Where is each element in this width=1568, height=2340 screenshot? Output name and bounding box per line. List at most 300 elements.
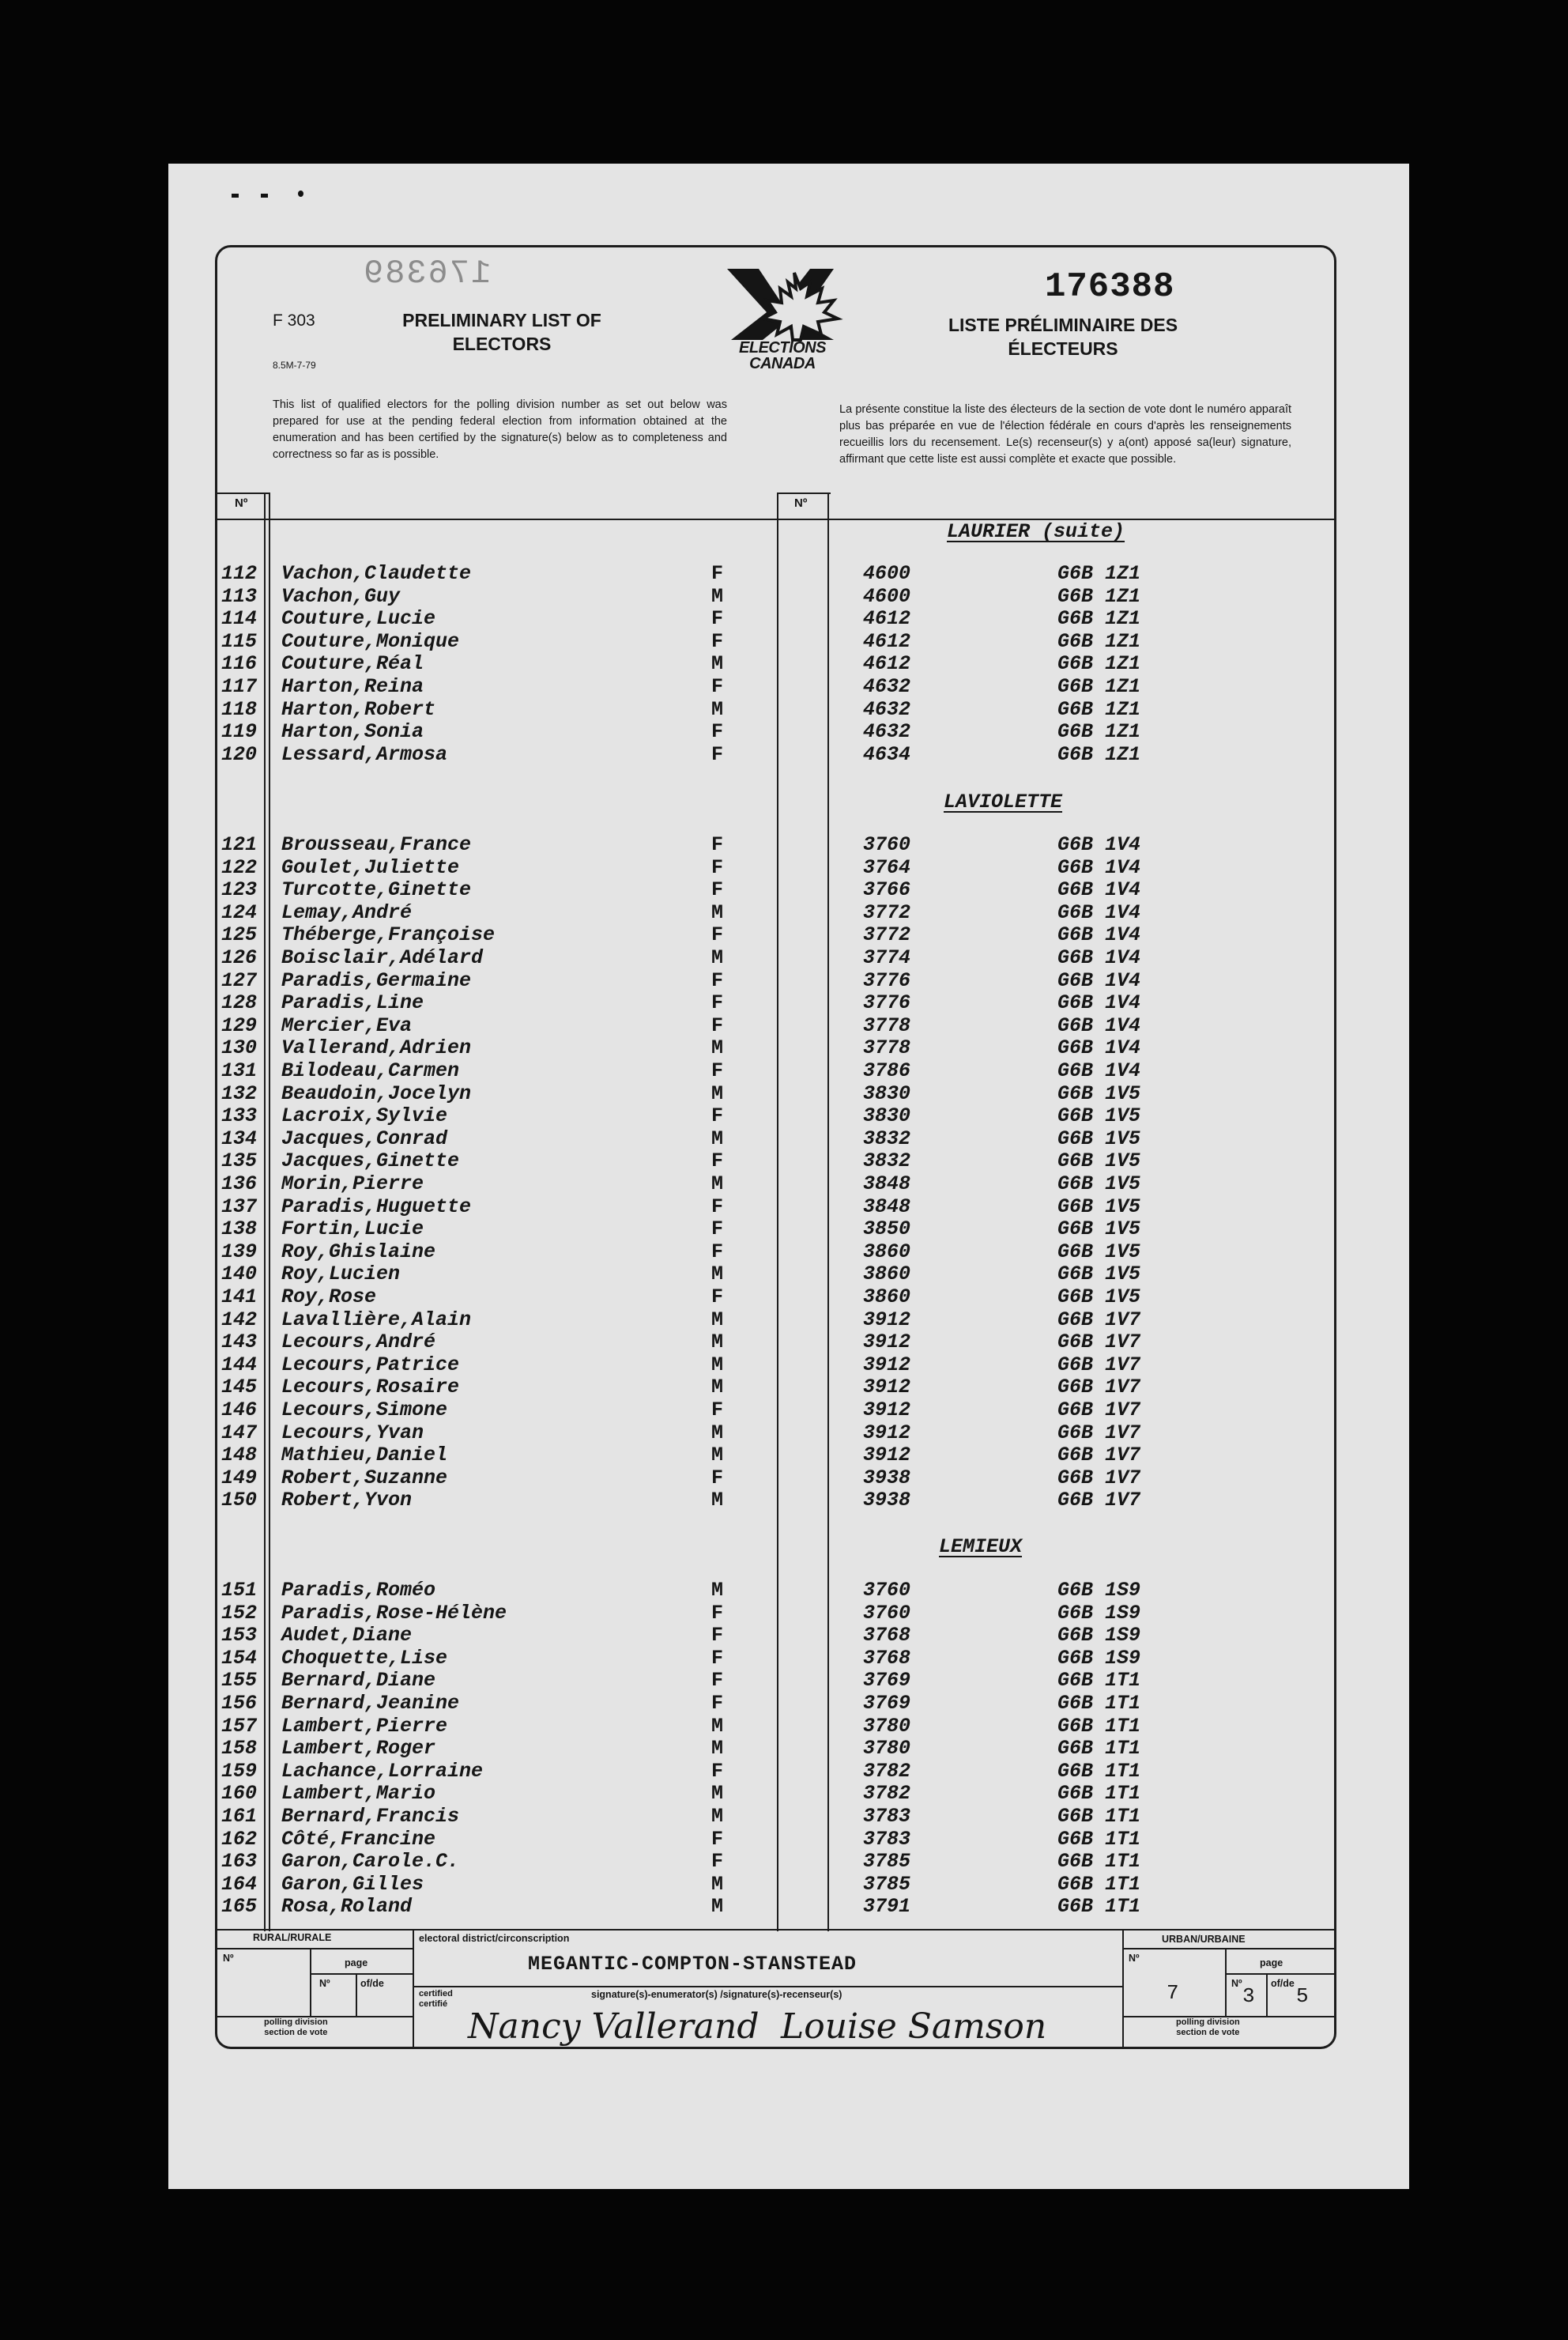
elector-sex: M bbox=[711, 1127, 724, 1150]
elector-number: 121 bbox=[221, 833, 258, 856]
elector-postal-code: G6B 1V5 bbox=[1057, 1217, 1141, 1241]
elector-postal-code: G6B 1V7 bbox=[1057, 1353, 1141, 1376]
elector-civic-number: 3760 bbox=[863, 1579, 911, 1602]
elector-row bbox=[0, 902, 1568, 924]
elector-number: 127 bbox=[221, 968, 258, 992]
elector-name: Couture,Monique bbox=[281, 629, 460, 653]
elector-name: Côté,Francine bbox=[281, 1827, 436, 1851]
elector-row bbox=[0, 1196, 1568, 1218]
elector-civic-number: 3860 bbox=[863, 1285, 911, 1308]
rural-polling-line1: polling division bbox=[264, 2017, 328, 2027]
elector-sex: M bbox=[711, 1376, 724, 1399]
elector-sex: F bbox=[711, 1285, 724, 1308]
elector-civic-number: 3778 bbox=[863, 1013, 911, 1037]
elector-postal-code: G6B 1V5 bbox=[1057, 1240, 1141, 1263]
elector-postal-code: G6B 1Z1 bbox=[1057, 629, 1141, 653]
elector-civic-number: 3791 bbox=[863, 1895, 911, 1919]
elector-civic-number: 4632 bbox=[863, 697, 911, 721]
elector-number: 146 bbox=[221, 1398, 258, 1421]
elector-row bbox=[0, 653, 1568, 675]
elector-number: 113 bbox=[221, 584, 258, 608]
elector-civic-number: 3776 bbox=[863, 991, 911, 1015]
elector-number: 112 bbox=[221, 562, 258, 585]
elector-name: Turcotte,Ginette bbox=[281, 878, 472, 902]
elector-row bbox=[0, 1173, 1568, 1195]
elector-civic-number: 3774 bbox=[863, 946, 911, 969]
elector-sex: M bbox=[711, 1172, 724, 1195]
signature-enumerator-2: Louise Samson bbox=[781, 2006, 1047, 2047]
elector-name: Lambert,Pierre bbox=[281, 1714, 448, 1738]
elector-name: Morin,Pierre bbox=[281, 1172, 424, 1195]
elector-sex: F bbox=[711, 720, 724, 744]
elector-sex: F bbox=[711, 1104, 724, 1128]
elector-name: Brousseau,France bbox=[281, 833, 472, 856]
elector-civic-number: 3782 bbox=[863, 1782, 911, 1806]
elector-number: 138 bbox=[221, 1217, 258, 1241]
elector-row bbox=[0, 1874, 1568, 1896]
rural-label: RURAL/RURALE bbox=[253, 1932, 332, 1943]
footer-rule bbox=[356, 1973, 357, 2016]
urban-page-label: page bbox=[1260, 1957, 1283, 1968]
elector-name: Mathieu,Daniel bbox=[281, 1444, 448, 1467]
elector-name: Roy,Rose bbox=[281, 1285, 377, 1308]
elector-postal-code: G6B 1S9 bbox=[1057, 1646, 1141, 1670]
elector-sex: M bbox=[711, 1081, 724, 1105]
elector-name: Lecours,Yvan bbox=[281, 1421, 424, 1444]
elector-name: Lacroix,Sylvie bbox=[281, 1104, 448, 1128]
elector-sex: M bbox=[711, 1444, 724, 1467]
elector-name: Paradis,Germaine bbox=[281, 968, 472, 992]
elector-civic-number: 3780 bbox=[863, 1737, 911, 1761]
elector-postal-code: G6B 1V4 bbox=[1057, 968, 1141, 992]
elector-name: Lavallière,Alain bbox=[281, 1308, 472, 1331]
elector-postal-code: G6B 1T1 bbox=[1057, 1850, 1141, 1874]
civic-number-column-header: Nº bbox=[794, 496, 808, 510]
elector-row bbox=[0, 1647, 1568, 1670]
elector-number: 131 bbox=[221, 1059, 258, 1082]
rural-of-label: of/de bbox=[360, 1978, 384, 1989]
elector-sex: F bbox=[711, 1195, 724, 1218]
elector-number: 117 bbox=[221, 675, 258, 698]
elector-name: Audet,Diane bbox=[281, 1624, 413, 1647]
elector-sex: M bbox=[711, 1714, 724, 1738]
title-french bbox=[917, 313, 1209, 360]
district-value: MEGANTIC-COMPTON-STANSTEAD bbox=[528, 1953, 858, 1976]
elector-name: Jacques,Conrad bbox=[281, 1127, 448, 1150]
elector-row bbox=[0, 1331, 1568, 1353]
elector-postal-code: G6B 1V4 bbox=[1057, 855, 1141, 879]
elector-sex: M bbox=[711, 1805, 724, 1828]
elector-number: 132 bbox=[221, 1081, 258, 1105]
elector-sex: F bbox=[711, 742, 724, 766]
intro-english: This list of qualified electors for the polling division number as set out below was prepared for use at the pending federal election from information obtained at the enumeration and has been certified by the signature(s) below as to completeness and correctness so far as is possible. bbox=[273, 398, 727, 461]
elector-row bbox=[0, 1783, 1568, 1805]
urban-page-number: 3 bbox=[1242, 1984, 1255, 2008]
punch-mark bbox=[261, 194, 268, 198]
elector-sex: F bbox=[711, 1669, 724, 1693]
elector-postal-code: G6B 1Z1 bbox=[1057, 720, 1141, 744]
elector-row bbox=[0, 1851, 1568, 1873]
elector-sex: F bbox=[711, 1013, 724, 1037]
elector-sex: F bbox=[711, 1646, 724, 1670]
elector-civic-number: 4612 bbox=[863, 607, 911, 631]
elector-postal-code: G6B 1T1 bbox=[1057, 1872, 1141, 1896]
elector-civic-number: 3860 bbox=[863, 1262, 911, 1286]
elector-postal-code: G6B 1Z1 bbox=[1057, 742, 1141, 766]
elector-number: 122 bbox=[221, 855, 258, 879]
elector-number: 164 bbox=[221, 1872, 258, 1896]
elector-sex: F bbox=[711, 1059, 724, 1082]
elector-number: 156 bbox=[221, 1692, 258, 1715]
elector-row bbox=[0, 676, 1568, 698]
elector-sex: F bbox=[711, 1149, 724, 1173]
elector-name: Lecours,Rosaire bbox=[281, 1376, 460, 1399]
elector-postal-code: G6B 1V5 bbox=[1057, 1081, 1141, 1105]
elector-number: 130 bbox=[221, 1036, 258, 1060]
elector-civic-number: 3768 bbox=[863, 1646, 911, 1670]
elector-civic-number: 4634 bbox=[863, 742, 911, 766]
elector-name: Goulet,Juliette bbox=[281, 855, 460, 879]
certified-line1: certified bbox=[419, 1989, 453, 1998]
elector-civic-number: 3848 bbox=[863, 1195, 911, 1218]
elector-sex: M bbox=[711, 1036, 724, 1060]
elector-row bbox=[0, 1218, 1568, 1240]
elector-postal-code: G6B 1V4 bbox=[1057, 1059, 1141, 1082]
elector-postal-code: G6B 1V7 bbox=[1057, 1444, 1141, 1467]
elector-number: 142 bbox=[221, 1308, 258, 1331]
elector-number: 154 bbox=[221, 1646, 258, 1670]
elector-number: 135 bbox=[221, 1149, 258, 1173]
footer-rule bbox=[1225, 1973, 1334, 1975]
elector-postal-code: G6B 1T1 bbox=[1057, 1759, 1141, 1783]
elector-number: 120 bbox=[221, 742, 258, 766]
elector-number: 162 bbox=[221, 1827, 258, 1851]
elector-postal-code: G6B 1T1 bbox=[1057, 1782, 1141, 1806]
elector-postal-code: G6B 1T1 bbox=[1057, 1737, 1141, 1761]
elector-name: Lambert,Roger bbox=[281, 1737, 436, 1761]
elector-postal-code: G6B 1V4 bbox=[1057, 923, 1141, 947]
urban-page-number-label: Nº bbox=[1231, 1978, 1242, 1989]
elector-row bbox=[0, 1693, 1568, 1715]
elector-name: Bernard,Francis bbox=[281, 1805, 460, 1828]
elector-postal-code: G6B 1V7 bbox=[1057, 1376, 1141, 1399]
elector-postal-code: G6B 1V5 bbox=[1057, 1104, 1141, 1128]
title-french-line2: ÉLECTEURS bbox=[1008, 338, 1118, 359]
elector-name: Vallerand,Adrien bbox=[281, 1036, 472, 1060]
elector-civic-number: 3912 bbox=[863, 1421, 911, 1444]
elector-number: 152 bbox=[221, 1601, 258, 1625]
elector-name: Bernard,Diane bbox=[281, 1669, 436, 1693]
elector-sex: F bbox=[711, 1466, 724, 1489]
elector-name: Harton,Sonia bbox=[281, 720, 424, 744]
elector-sex: M bbox=[711, 1262, 724, 1286]
footer-rule bbox=[310, 1948, 311, 2016]
elector-sex: F bbox=[711, 1624, 724, 1647]
punch-mark bbox=[298, 191, 303, 197]
district-label: electoral district/circonscription bbox=[419, 1933, 570, 1944]
urban-number-label: Nº bbox=[1129, 1953, 1140, 1964]
elector-sex: M bbox=[711, 946, 724, 969]
form-date: 8.5M-7-79 bbox=[273, 360, 316, 371]
elector-number: 160 bbox=[221, 1782, 258, 1806]
elector-civic-number: 3769 bbox=[863, 1669, 911, 1693]
elector-civic-number: 3760 bbox=[863, 833, 911, 856]
elector-row bbox=[0, 1625, 1568, 1647]
elector-civic-number: 3783 bbox=[863, 1805, 911, 1828]
elector-row bbox=[0, 879, 1568, 901]
footer-rule bbox=[1225, 1948, 1227, 2016]
elector-civic-number: 3785 bbox=[863, 1850, 911, 1874]
elector-name: Lecours,Patrice bbox=[281, 1353, 460, 1376]
elector-row bbox=[0, 1806, 1568, 1828]
elector-civic-number: 3783 bbox=[863, 1827, 911, 1851]
elector-row bbox=[0, 1150, 1568, 1172]
elector-row bbox=[0, 563, 1568, 585]
elector-sex: M bbox=[711, 1308, 724, 1331]
footer-rule bbox=[413, 1986, 1122, 1987]
elector-row bbox=[0, 586, 1568, 608]
elector-number: 133 bbox=[221, 1104, 258, 1128]
rural-page-number-label: Nº bbox=[319, 1978, 330, 1989]
elector-row bbox=[0, 1083, 1568, 1105]
elector-civic-number: 3938 bbox=[863, 1489, 911, 1512]
elector-row bbox=[0, 1354, 1568, 1376]
urban-page-total: 5 bbox=[1296, 1984, 1309, 2008]
elector-postal-code: G6B 1Z1 bbox=[1057, 675, 1141, 698]
elector-sex: F bbox=[711, 1759, 724, 1783]
elector-row bbox=[0, 721, 1568, 743]
elector-postal-code: G6B 1T1 bbox=[1057, 1714, 1141, 1738]
elector-sex: F bbox=[711, 1240, 724, 1263]
elector-sex: F bbox=[711, 923, 724, 947]
elector-sex: F bbox=[711, 878, 724, 902]
elector-civic-number: 3912 bbox=[863, 1353, 911, 1376]
elector-postal-code: G6B 1V4 bbox=[1057, 991, 1141, 1015]
elector-row bbox=[0, 1376, 1568, 1398]
elector-row bbox=[0, 1128, 1568, 1150]
elector-postal-code: G6B 1V4 bbox=[1057, 946, 1141, 969]
elector-postal-code: G6B 1V5 bbox=[1057, 1149, 1141, 1173]
elector-name: Paradis,Huguette bbox=[281, 1195, 472, 1218]
urban-polling-line2: section de vote bbox=[1176, 2028, 1240, 2037]
elector-civic-number: 3912 bbox=[863, 1398, 911, 1421]
elector-row bbox=[0, 608, 1568, 630]
elector-civic-number: 3768 bbox=[863, 1624, 911, 1647]
elector-name: Paradis,Line bbox=[281, 991, 424, 1015]
elector-row bbox=[0, 992, 1568, 1014]
elector-sex: M bbox=[711, 584, 724, 608]
elector-name: Lecours,André bbox=[281, 1330, 436, 1354]
elector-civic-number: 3782 bbox=[863, 1759, 911, 1783]
elector-name: Bilodeau,Carmen bbox=[281, 1059, 460, 1082]
elector-postal-code: G6B 1V4 bbox=[1057, 878, 1141, 902]
elector-name: Paradis,Rose-Hélène bbox=[281, 1601, 507, 1625]
elector-postal-code: G6B 1V4 bbox=[1057, 833, 1141, 856]
footer-top-rule bbox=[217, 1929, 1335, 1930]
elector-postal-code: G6B 1T1 bbox=[1057, 1692, 1141, 1715]
elector-sex: F bbox=[711, 1850, 724, 1874]
elector-sex: M bbox=[711, 1782, 724, 1806]
elector-sex: M bbox=[711, 900, 724, 924]
elector-number: 144 bbox=[221, 1353, 258, 1376]
elector-name: Couture,Réal bbox=[281, 652, 424, 676]
elector-civic-number: 4632 bbox=[863, 675, 911, 698]
elector-row bbox=[0, 1309, 1568, 1331]
elector-number: 119 bbox=[221, 720, 258, 744]
urban-polling-division-label bbox=[1176, 2017, 1240, 2038]
section-title-laurier: LAURIER (suite) bbox=[947, 520, 1125, 543]
elector-civic-number: 4612 bbox=[863, 629, 911, 653]
certified-line2: certifié bbox=[419, 1999, 448, 2009]
footer-rule bbox=[413, 1929, 414, 2048]
elector-row bbox=[0, 744, 1568, 766]
elector-number: 123 bbox=[221, 878, 258, 902]
elector-number: 151 bbox=[221, 1579, 258, 1602]
elector-number: 124 bbox=[221, 900, 258, 924]
elector-number: 147 bbox=[221, 1421, 258, 1444]
elector-sex: M bbox=[711, 652, 724, 676]
elector-civic-number: 3912 bbox=[863, 1308, 911, 1331]
elector-row bbox=[0, 924, 1568, 946]
elector-postal-code: G6B 1Z1 bbox=[1057, 652, 1141, 676]
elector-sex: F bbox=[711, 1692, 724, 1715]
elector-row bbox=[0, 1761, 1568, 1783]
elector-name: Bernard,Jeanine bbox=[281, 1692, 460, 1715]
title-english-line1: PRELIMINARY LIST OF bbox=[402, 310, 601, 330]
elector-sex: F bbox=[711, 968, 724, 992]
footer-rule bbox=[1122, 1929, 1124, 2048]
elector-row bbox=[0, 1060, 1568, 1082]
elector-sex: F bbox=[711, 562, 724, 585]
elector-civic-number: 3772 bbox=[863, 900, 911, 924]
elector-sex: F bbox=[711, 1601, 724, 1625]
elector-civic-number: 3764 bbox=[863, 855, 911, 879]
intro-french: La présente constitue la liste des électeurs de la section de vote dont le numéro apparaît plus bas préparée en vue de l'élection fédérale en cours d'après les renseignements recueillis lors du recensement. Le(s) recenseur(s) y a(ont) apposé sa(leur) signature, affirmant que cette liste est aussi complète et exacte que possible. bbox=[839, 403, 1291, 466]
elector-civic-number: 3785 bbox=[863, 1872, 911, 1896]
elector-civic-number: 3860 bbox=[863, 1240, 911, 1263]
logo-text-line2: CANADA bbox=[749, 355, 816, 372]
elector-civic-number: 4600 bbox=[863, 584, 911, 608]
elector-number: 163 bbox=[221, 1850, 258, 1874]
elector-name: Harton,Robert bbox=[281, 697, 436, 721]
elector-civic-number: 3832 bbox=[863, 1149, 911, 1173]
elector-number: 141 bbox=[221, 1285, 258, 1308]
elector-row bbox=[0, 970, 1568, 992]
elector-civic-number: 3778 bbox=[863, 1036, 911, 1060]
elector-row bbox=[0, 1422, 1568, 1444]
elector-row bbox=[0, 1037, 1568, 1059]
elector-postal-code: G6B 1V7 bbox=[1057, 1398, 1141, 1421]
elector-sex: F bbox=[711, 607, 724, 631]
elector-number: 150 bbox=[221, 1489, 258, 1512]
elector-number: 116 bbox=[221, 652, 258, 676]
elector-postal-code: G6B 1V7 bbox=[1057, 1330, 1141, 1354]
elector-number: 125 bbox=[221, 923, 258, 947]
elector-postal-code: G6B 1T1 bbox=[1057, 1827, 1141, 1851]
elector-civic-number: 3780 bbox=[863, 1714, 911, 1738]
elector-row bbox=[0, 857, 1568, 879]
elector-civic-number: 3850 bbox=[863, 1217, 911, 1241]
footer-rule bbox=[1266, 1973, 1268, 2016]
elector-name: Lecours,Simone bbox=[281, 1398, 448, 1421]
elector-number: 134 bbox=[221, 1127, 258, 1150]
elector-number: 148 bbox=[221, 1444, 258, 1467]
elector-sex: M bbox=[711, 1421, 724, 1444]
table-header-rule bbox=[778, 493, 831, 494]
elector-name: Roy,Ghislaine bbox=[281, 1240, 436, 1263]
elector-name: Lemay,André bbox=[281, 900, 413, 924]
elector-sex: F bbox=[711, 855, 724, 879]
elector-postal-code: G6B 1V7 bbox=[1057, 1489, 1141, 1512]
urban-polling-line1: polling division bbox=[1176, 2017, 1240, 2027]
elector-sex: M bbox=[711, 1489, 724, 1512]
elector-row bbox=[0, 1896, 1568, 1918]
elector-postal-code: G6B 1Z1 bbox=[1057, 562, 1141, 585]
section-title-lemieux: LEMIEUX bbox=[939, 1535, 1023, 1558]
elector-name: Jacques,Ginette bbox=[281, 1149, 460, 1173]
elector-row bbox=[0, 1467, 1568, 1489]
elector-row bbox=[0, 1105, 1568, 1127]
elector-civic-number: 4600 bbox=[863, 562, 911, 585]
elector-sex: M bbox=[711, 1330, 724, 1354]
elector-row bbox=[0, 1444, 1568, 1466]
elector-row bbox=[0, 1286, 1568, 1308]
elector-civic-number: 3848 bbox=[863, 1172, 911, 1195]
elector-civic-number: 4632 bbox=[863, 720, 911, 744]
elector-number: 155 bbox=[221, 1669, 258, 1693]
elector-number: 140 bbox=[221, 1262, 258, 1286]
elector-sex: F bbox=[711, 1217, 724, 1241]
punch-mark bbox=[232, 194, 239, 198]
elector-civic-number: 3938 bbox=[863, 1466, 911, 1489]
rural-number-label: Nº bbox=[223, 1953, 234, 1964]
elector-postal-code: G6B 1T1 bbox=[1057, 1669, 1141, 1693]
elector-sex: M bbox=[711, 1353, 724, 1376]
elector-number: 165 bbox=[221, 1895, 258, 1919]
elector-sex: M bbox=[711, 1895, 724, 1919]
elector-name: Robert,Suzanne bbox=[281, 1466, 448, 1489]
elector-number: 137 bbox=[221, 1195, 258, 1218]
elector-row bbox=[0, 1829, 1568, 1851]
elector-postal-code: G6B 1V4 bbox=[1057, 1013, 1141, 1037]
signature-enumerator-1: Nancy Vallerand bbox=[468, 2006, 760, 2047]
elector-name: Garon,Gilles bbox=[281, 1872, 424, 1896]
rural-polling-division-label bbox=[264, 2017, 328, 2038]
elector-postal-code: G6B 1V5 bbox=[1057, 1262, 1141, 1286]
elector-sex: F bbox=[711, 1827, 724, 1851]
elector-civic-number: 3772 bbox=[863, 923, 911, 947]
signature-label: signature(s)-enumerator(s) /signature(s)-recenseur(s) bbox=[591, 1989, 842, 2000]
elector-sex: F bbox=[711, 675, 724, 698]
elector-row bbox=[0, 947, 1568, 969]
elector-name: Fortin,Lucie bbox=[281, 1217, 424, 1241]
urban-polling-division-number: 7 bbox=[1167, 1981, 1179, 2005]
elector-postal-code: G6B 1V7 bbox=[1057, 1466, 1141, 1489]
title-french-line1: LISTE PRÉLIMINAIRE DES bbox=[948, 315, 1178, 335]
elector-number: 159 bbox=[221, 1759, 258, 1783]
elector-name: Lessard,Armosa bbox=[281, 742, 448, 766]
title-english-line2: ELECTORS bbox=[452, 334, 552, 354]
elector-civic-number: 3832 bbox=[863, 1127, 911, 1150]
certified-label bbox=[419, 1989, 453, 2010]
elector-name: Couture,Lucie bbox=[281, 607, 436, 631]
elector-sex: F bbox=[711, 833, 724, 856]
elector-row bbox=[0, 1715, 1568, 1738]
elector-number: 161 bbox=[221, 1805, 258, 1828]
elector-name: Garon,Carole.C. bbox=[281, 1850, 460, 1874]
elector-sex: M bbox=[711, 1737, 724, 1761]
elector-number: 115 bbox=[221, 629, 258, 653]
